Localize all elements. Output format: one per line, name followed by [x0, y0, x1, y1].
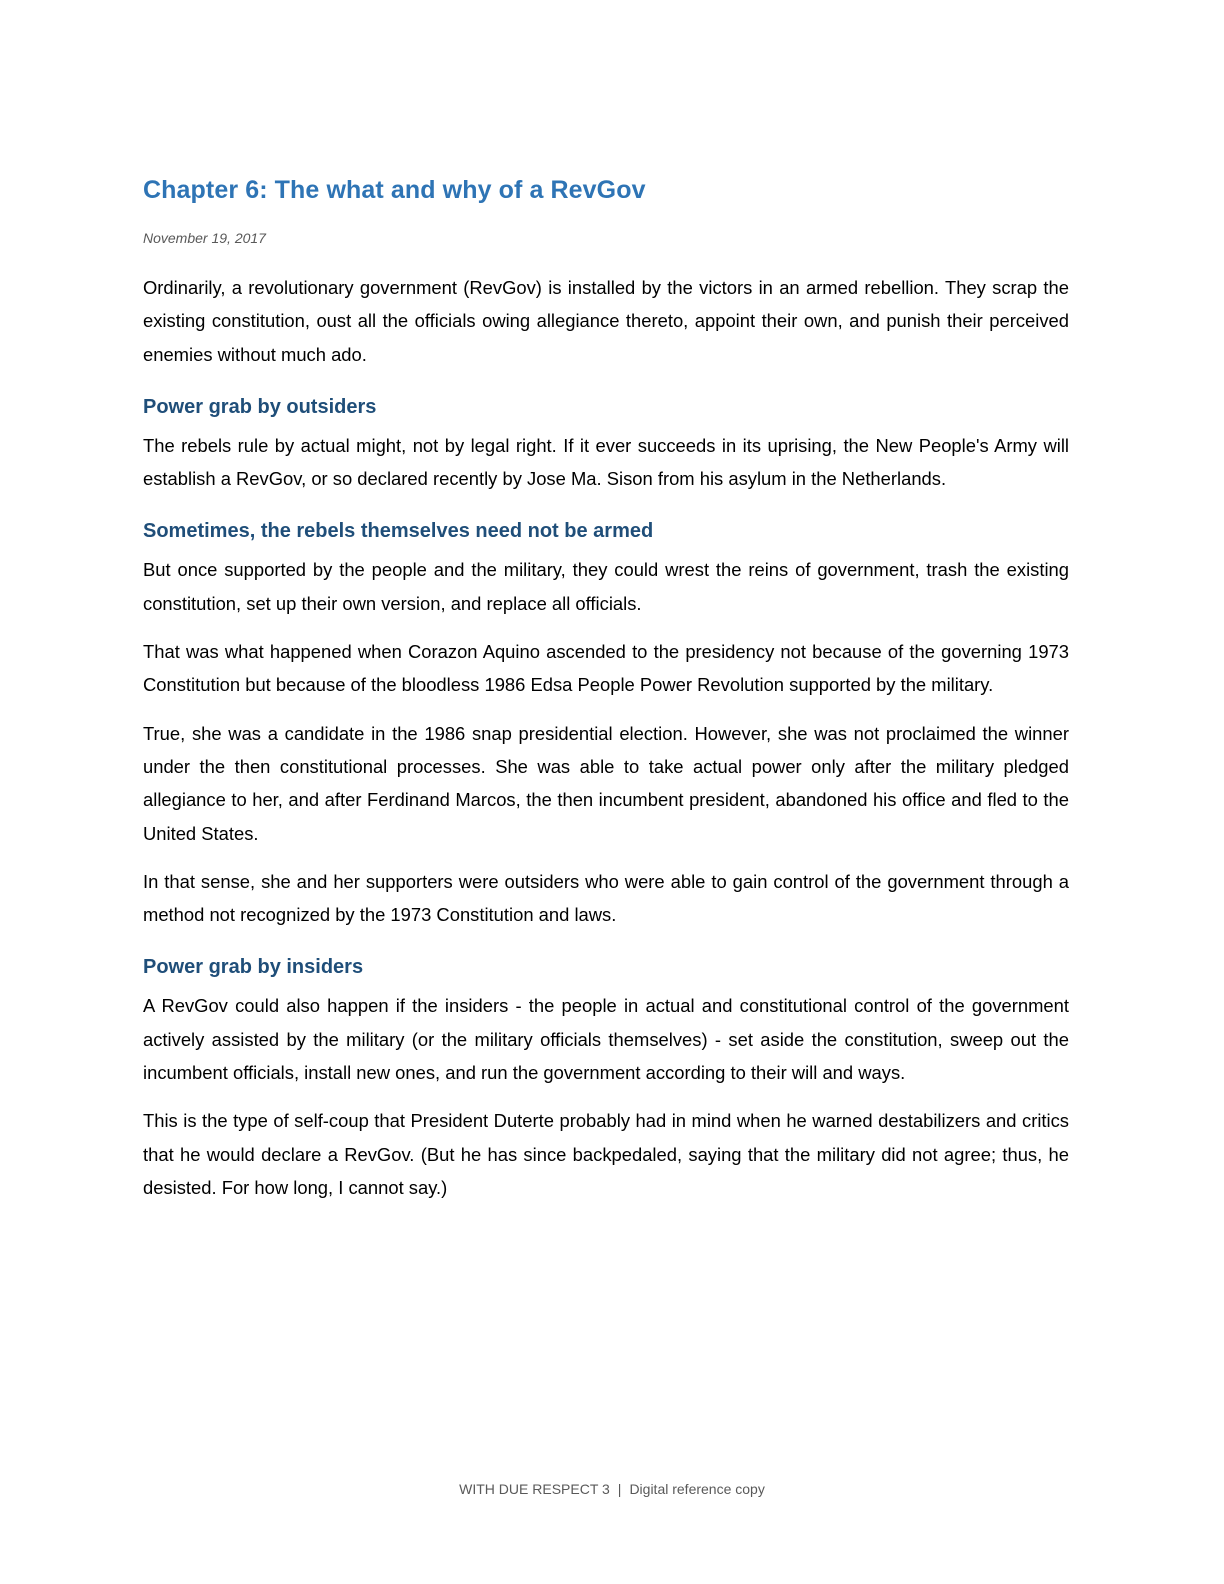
paragraph: That was what happened when Corazon Aquino ascended to the presidency not because of the governing 1973 Constitution but because of the bloodless 1986 Edsa People Power Revolution supported by the military. [143, 641, 1069, 696]
section-heading-outsiders: Power grab by outsiders [143, 395, 377, 418]
page-content [143, 168, 1069, 1204]
paragraph: This is the type of self-coup that President Duterte probably had in mind when he warned destabilizers and critics that he would declare a RevGov. (But he has since backpedaled, saying that the military did not agree; thus, he desisted. For how long, I cannot say.) [143, 1110, 1069, 1198]
footer-book-title: WITH DUE RESPECT 3 [459, 1481, 610, 1497]
paragraph: The rebels rule by actual might, not by legal right. If it ever succeeds in its uprising, the New People's Army will establish a RevGov, or so declared recently by Jose Ma. Sison from his asylum in the Netherlands. [143, 434, 1069, 490]
paragraph: But once supported by the people and the military, they could wrest the reins of government, trash the existing constitution, set up their own version, and replace all officials. [143, 559, 1069, 614]
paragraph: In that sense, she and her supporters were outsiders who were able to gain control of the government through a method not recognized by the 1973 Constitution and laws. [143, 870, 1069, 926]
section-heading-unarmed-rebels: Sometimes, the rebels themselves need not be armed [143, 520, 654, 543]
chapter-title: Chapter 6: The what and why of a RevGov [143, 176, 646, 204]
publication-date: November 19, 2017 [143, 230, 266, 246]
intro-paragraph: Ordinarily, a revolutionary government (RevGov) is installed by the victors in an armed rebellion. They scrap the existing constitution, oust all the officials owing allegiance thereto, appoint their own, and punish their perceived enemies without much ado. [143, 277, 1069, 365]
footer-copy-note: Digital reference copy [629, 1481, 765, 1497]
paragraph: A RevGov could also happen if the insiders - the people in actual and constitutional control of the government actively assisted by the military (or the military officials themselves) - set aside the constitution, sweep out the incumbent officials, install new ones, and run the government according to their will and ways. [143, 995, 1069, 1084]
page-footer [0, 1479, 1224, 1499]
section-heading-insiders: Power grab by insiders [143, 956, 364, 979]
paragraph: True, she was a candidate in the 1986 snap presidential election. However, she was not proclaimed the winner under the then constitutional processes. She was able to take actual power only after the military pledged allegiance to her, and after Ferdinand Marcos, the then incumbent president, abandoned his office and fled to the United States. [143, 722, 1069, 844]
footer-separator: | [617, 1481, 622, 1497]
